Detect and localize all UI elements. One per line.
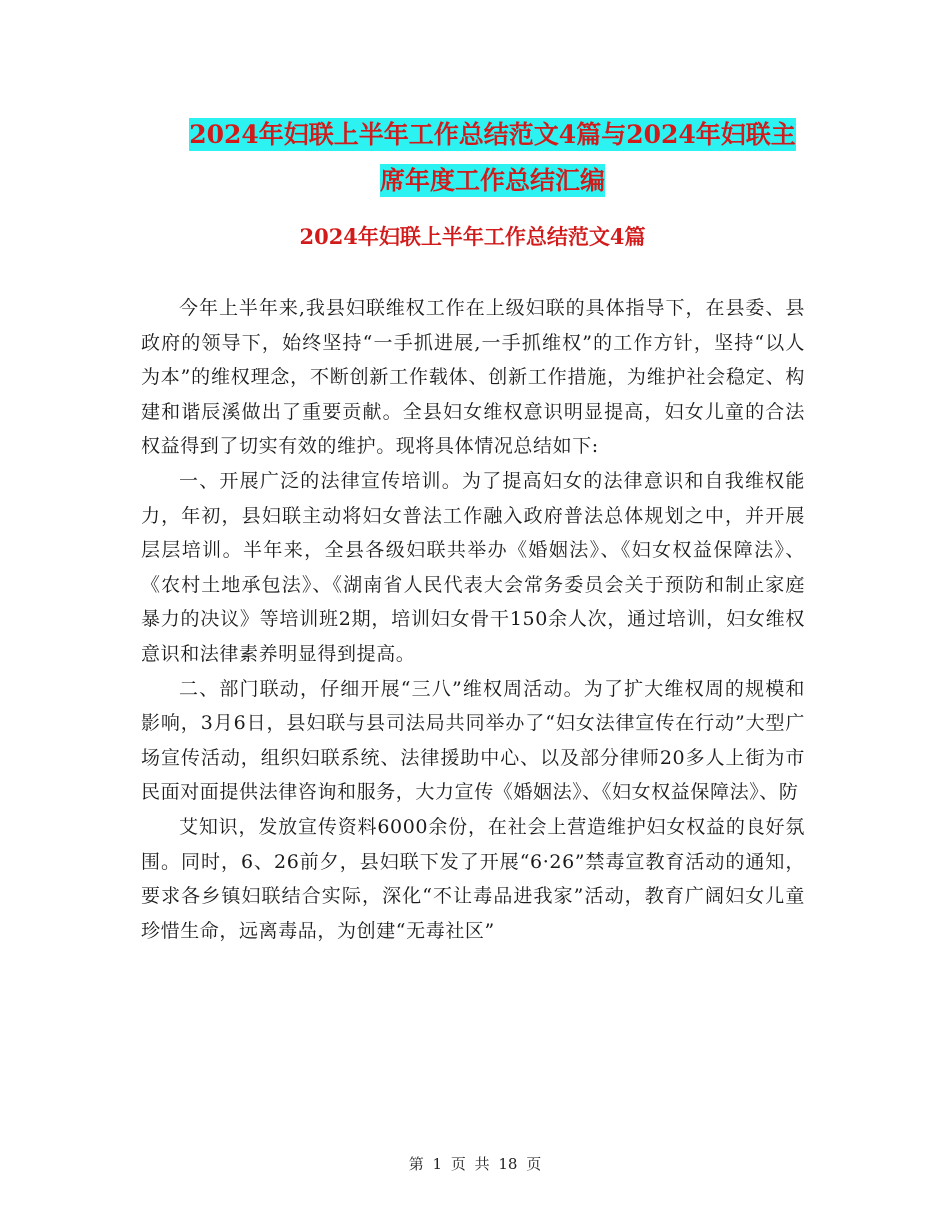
document-body [141, 291, 805, 948]
body-paragraph-legal-training: 一、开展广泛的法律宣传培训。为了提高妇女的法律意识和自我维权能力，年初，县妇联主动将妇女普法工作融入政府普法总体规划之中，并开展层层培训。半年来，全县各级妇联共举办《婚姻法》、《妇女权益保障法》、《农村土地承包法》、《湖南省人民代表大会常务委员会关于预防和制止家庭暴力的决议》等培训班2期，培训妇女骨干150余人次，通过培训，妇女维权意识和法律素养明显得到提高。 [141, 469, 805, 665]
page-footer: 第 1 页 共 18 页 [408, 1155, 542, 1173]
document-title [140, 112, 845, 204]
body-paragraph-rights-week: 二、部门联动，仔细开展“三八”维权周活动。为了扩大维权周的规模和影响，3月6日，县妇联与县司法局共同举办了“妇女法律宣传在行动”大型广场宣传活动，组织妇联系统、法律援助中心、以及部分律师20多人上街为市民面对面提供法律咨询和服务，大力宣传《婚姻法》、《妇女权益保障法》、防 [141, 677, 805, 804]
body-paragraph-anti-drug: 艾知识，发放宣传资料6000余份，在社会上营造维护妇女权益的良好氛围。同时，6、26前夕，县妇联下发了开展“6·26”禁毒宣教育活动的通知，要求各乡镇妇联结合实际，深化“不让毒品进我家”活动，教育广阔妇女儿童珍惜生命，远离毒品，为创建“无毒社区” [141, 815, 805, 942]
body-paragraph-intro: 今年上半年来,我县妇联维权工作在上级妇联的具体指导下，在县委、县政府的领导下，始终坚持“一手抓进展,一手抓维权”的工作方针，坚持“以人为本”的维权理念，不断创新工作载体、创新工作措施，为维护社会稳定、构建和谐辰溪做出了重要贡献。全县妇女维权意识明显提高，妇女儿童的合法权益得到了切实有效的维护。现将具体情况总结如下: [141, 297, 805, 458]
section-title: 2024年妇联上半年工作总结范文4篇 [299, 224, 646, 249]
document-title-line-2: 席年度工作总结汇编 [379, 166, 605, 195]
document-title-line-1: 2024年妇联上半年工作总结范文4篇与2024年妇联主 [189, 120, 796, 149]
